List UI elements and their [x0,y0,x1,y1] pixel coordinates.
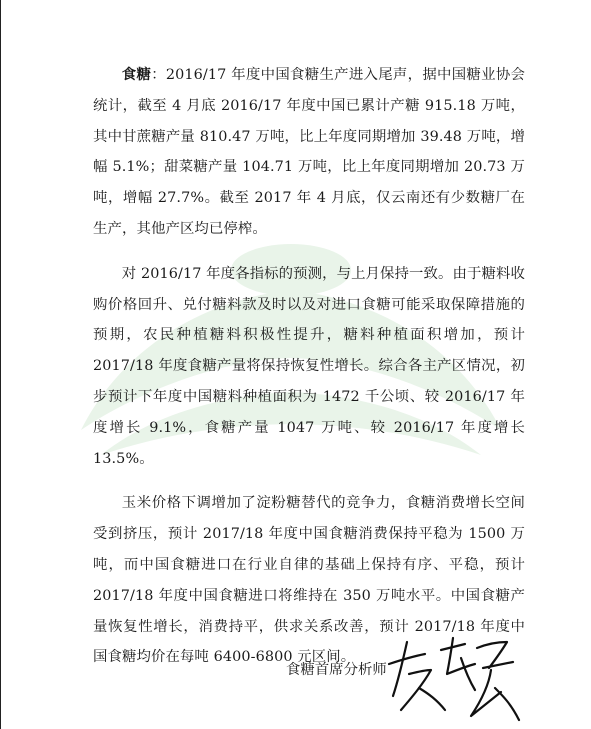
paragraph-text: 玉米价格下调增加了淀粉糖替代的竞争力，食糖消费增长空间受到挤压，预计 2017/18 年度中国食糖消费保持平稳为 1500 万吨，而中国食糖进口在行业自律的基础上保持有序、平稳，预计 2017/18 年度中国食糖进口将维持在 350 万吨水平。中国食糖产量恢复性增长，消费持平，供求关系改善，预计 2017/18 年度中国食糖均价在每吨 6400-6800 元区间。 [93,495,525,666]
paragraph-lead: 食糖 [121,66,152,83]
document-body [93,60,525,687]
paragraph-1 [93,60,525,245]
handwritten-signature [379,630,529,725]
paragraph-2 [93,259,525,475]
paragraph-text: 对 2016/17 年度各指标的预测，与上月保持一致。由于糖料收购价格回升、兑付糖料款及时以及对进口食糖可能采取保障措施的预期，农民种植糖料积极性提升，糖料种植面积增加，预计 2017/18 年度食糖产量将保持恢复性增长。综合各主产区情况，初步预计下年度中国糖料种植面积为 1472 千公顷、较 2016/17 年度增长 9.1%，食糖产量 1047 万吨、较 2016/17 年度增长 13.5%。 [93,265,525,467]
analyst-title: 食糖首席分析师 [286,662,387,678]
paragraph-text: ：2016/17 年度中国食糖生产进入尾声，据中国糖业协会统计，截至 4 月底 2016/17 年度中国已累计产糖 915.18 万吨，其中甘蔗糖产量 810.47 万吨，比上年度同期增加 39.48 万吨，增幅 5.1%；甜菜糖产量 104.71 万吨，比上年度同期增加 20.73 万吨，增幅 27.7%。截至 2017 年 4 月底，仅云南还有少数糖厂在生产，其他产区均已停榨。 [93,67,526,237]
signature-block [286,655,387,685]
